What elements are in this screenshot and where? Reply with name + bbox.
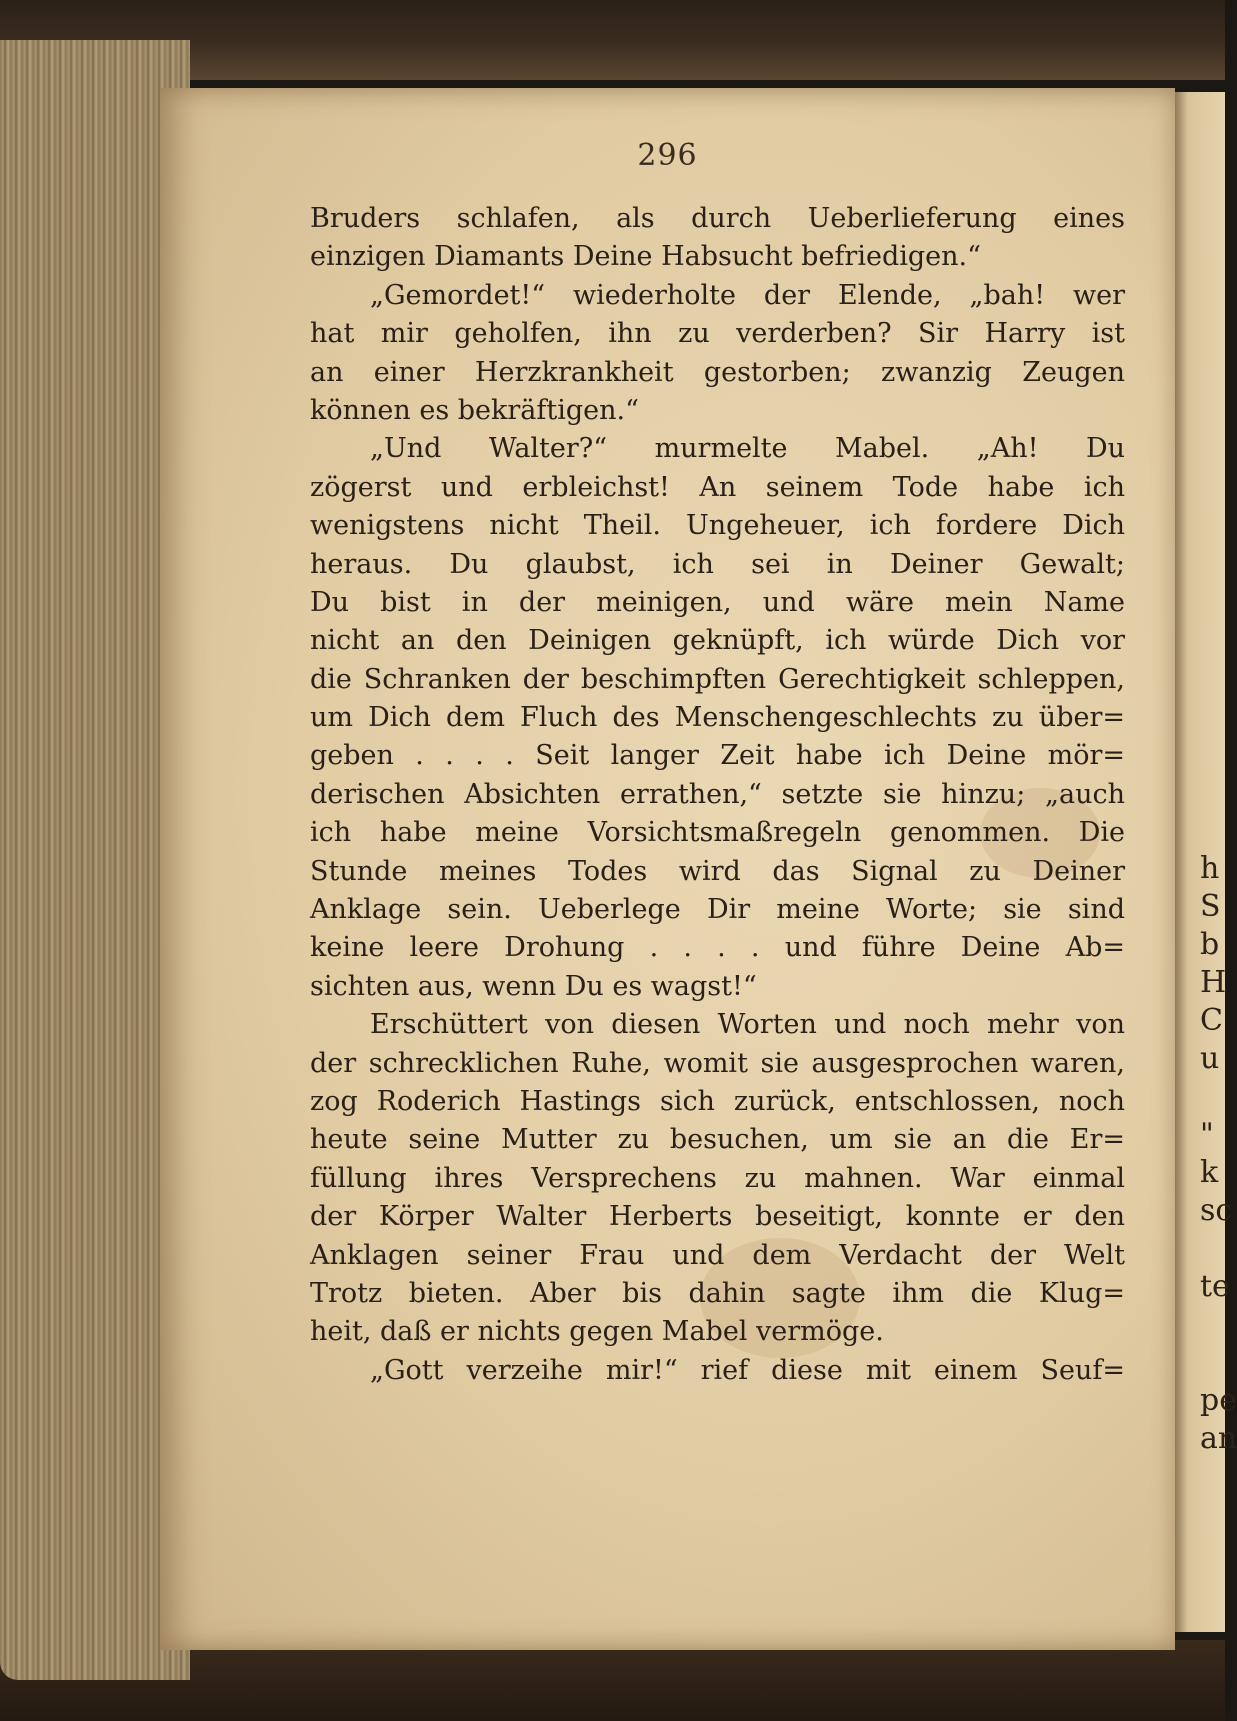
text-line: Erschüttert von diesen Worten und noch mehr von [370, 1009, 1125, 1041]
body-text [310, 200, 1125, 1390]
text-line: heit, daß er nichts gegen Mabel vermöge. [310, 1316, 884, 1348]
text-line: „Und Walter?“ murmelte Mabel. „Ah! Du [370, 433, 1125, 465]
text-line: sichten aus, wenn Du es wagst!“ [310, 970, 757, 1002]
text-line: Anklage sein. Ueberlege Dir meine Worte; sie sind [310, 894, 1125, 926]
text-line: derischen Absichten errathen,“ setzte sie hinzu; „auch [310, 778, 1125, 810]
text-line: Anklagen seiner Frau und dem Verdacht der Welt [310, 1239, 1125, 1271]
text-line: keine leere Drohung . . . . und führe Deine Ab= [310, 932, 1125, 964]
text-line: können es bekräftigen.“ [310, 394, 639, 426]
text-line: Stunde meines Todes wird das Signal zu Deiner [310, 855, 1125, 887]
text-line: hat mir geholfen, ihn zu verderben? Sir Harry ist [310, 318, 1125, 350]
next-page-text-fragment: h S b H C u " k sc te pe an [1200, 851, 1237, 1456]
text-line: Trotz bieten. Aber bis dahin sagte ihm die Klug= [310, 1277, 1125, 1309]
text-line: „Gott verzeihe mir!“ rief diese mit einem Seuf= [370, 1354, 1125, 1386]
text-line: Bruders schlafen, als durch Ueberlieferung eines [310, 203, 1125, 234]
text-line: die Schranken der beschimpften Gerechtigkeit schleppen, [310, 663, 1125, 695]
text-line: um Dich dem Fluch des Menschengeschlechts zu über= [310, 702, 1125, 734]
text-line: der Körper Walter Herberts beseitigt, konnte er den [310, 1201, 1125, 1233]
text-line: einzigen Diamants Deine Habsucht befriedigen.“ [310, 241, 981, 273]
text-line: geben . . . . Seit langer Zeit habe ich Deine mör= [310, 740, 1125, 772]
text-line: heraus. Du glaubst, ich sei in Deiner Gewalt; [310, 548, 1125, 580]
text-line: an einer Herzkrankheit gestorben; zwanzig Zeugen [310, 356, 1125, 388]
text-line: füllung ihres Versprechens zu mahnen. War einmal [310, 1162, 1125, 1194]
text-line: „Gemordet!“ wiederholte der Elende, „bah! wer [370, 279, 1125, 311]
text-line: nicht an den Deinigen geknüpft, ich würde Dich vor [310, 625, 1125, 657]
book-page [160, 88, 1175, 1650]
text-line: heute seine Mutter zu besuchen, um sie an die Er= [310, 1124, 1125, 1156]
text-line: wenigstens nicht Theil. Ungeheuer, ich fordere Dich [310, 510, 1125, 542]
text-line: der schrecklichen Ruhe, womit sie ausgesprochen waren, [310, 1047, 1125, 1079]
text-line: zog Roderich Hastings sich zurück, entschlossen, noch [310, 1085, 1125, 1117]
page-number: 296 [637, 138, 698, 173]
text-line: Du bist in der meinigen, und wäre mein Name [310, 586, 1125, 618]
text-line: zögerst und erbleichst! An seinem Tode habe ich [310, 471, 1125, 503]
text-line: ich habe meine Vorsichtsmaßregeln genommen. Die [310, 817, 1125, 849]
